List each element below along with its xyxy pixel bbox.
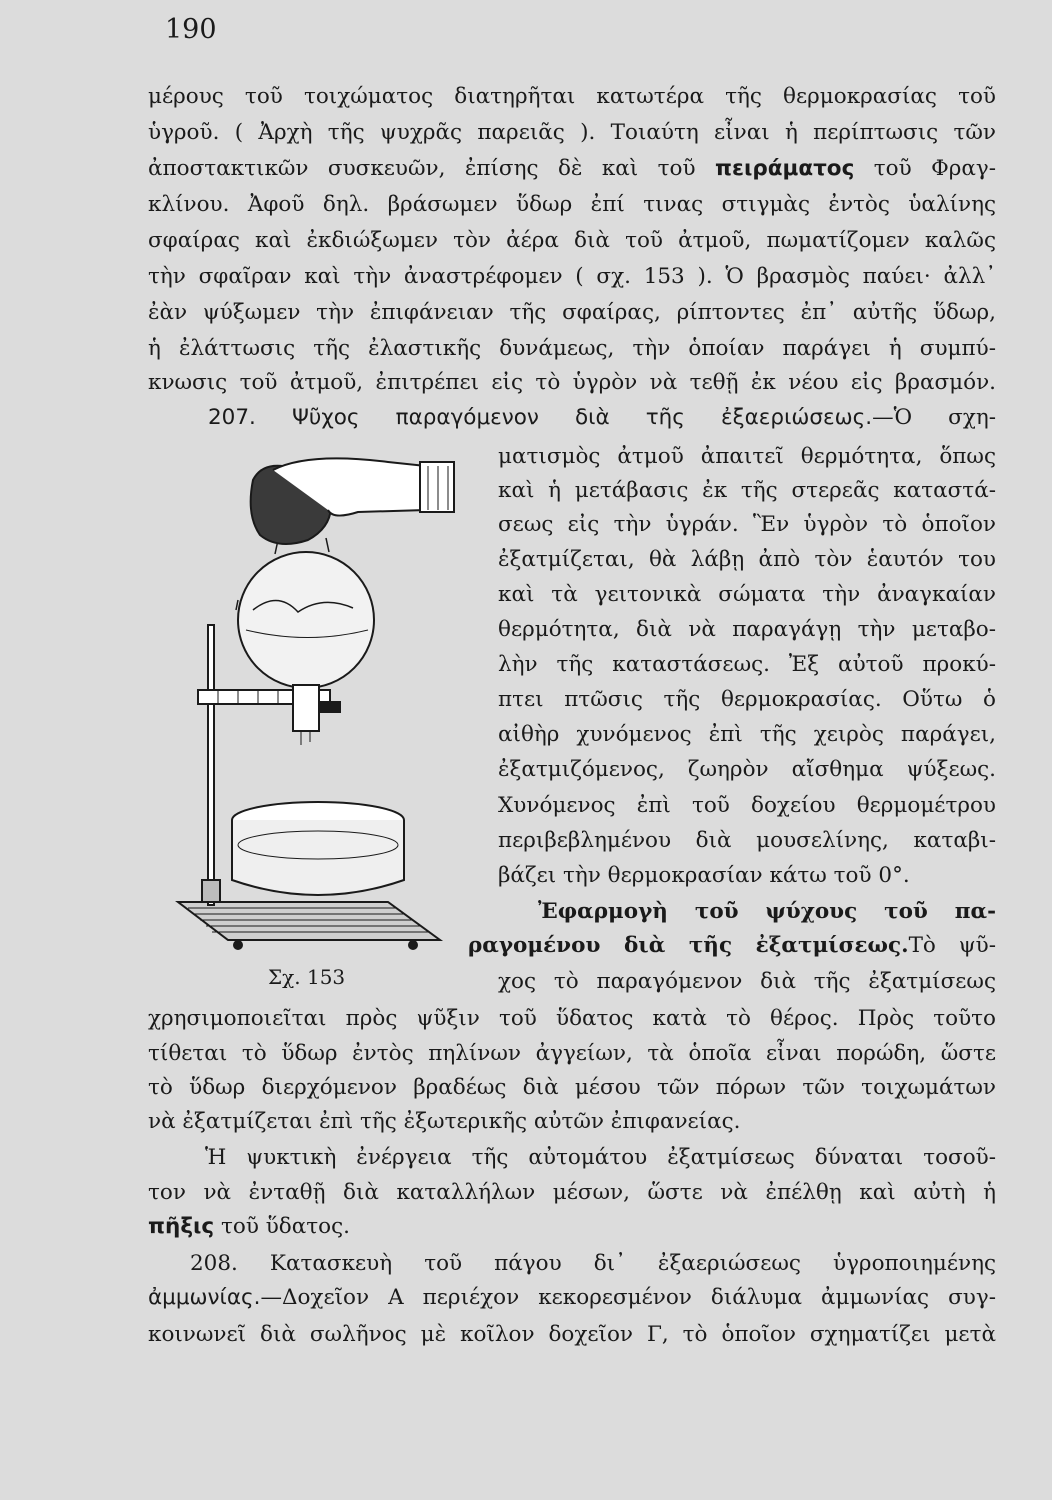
text-line: ἡ ἐλάττωσις τῆς ἐλαστικῆς δυνάμεως, τὴν ὁποίαν παράγει ἡ συμπύ- [148, 336, 996, 361]
section-heading-207: 207. Ψῦχος παραγόμενον διὰ τῆς ἐξαεριώσεως.—Ὁ σχη- [208, 405, 996, 430]
section-heading-208: 208. Κατασκευὴ τοῦ πάγου δι᾽ ἐξαεριώσεως ὑγροποιημένης [190, 1251, 996, 1276]
text-line: πτει πτῶσις τῆς θερμοκρασίας. Οὕτω ὁ [498, 687, 996, 712]
text-line: ἀποστακτικῶν συσκευῶν, ἐπίσης δὲ καὶ τοῦ πειράματος τοῦ Φραγ- [148, 156, 996, 181]
text-line: λὴν τῆς καταστάσεως. Ἐξ αὐτοῦ προκύ- [498, 652, 996, 677]
text-line: κλίνου. Ἀφοῦ δηλ. βράσωμεν ὕδωρ ἐπί τινας στιγμὰς ἐντὸς ὑαλίνης [148, 192, 996, 217]
text-line: βάζει τὴν θερμοκρασίαν κάτω τοῦ 0°. [498, 863, 910, 888]
text-line: πῆξις τοῦ ὕδατος. [148, 1214, 350, 1239]
text-line: κνωσις τοῦ ἀτμοῦ, ἐπιτρέπει εἰς τὸ ὑγρὸν νὰ τεθῇ ἐκ νέου εἰς βρασμόν. [148, 370, 996, 395]
subheading-application: Ἐφαρμογὴ τοῦ ψύχους τοῦ πα- [538, 899, 996, 924]
stand-foot [409, 941, 417, 949]
text-line: μέρους τοῦ τοιχώματος διατηρῆται κατωτέρα τῆς θερμοκρασίας τοῦ [148, 84, 996, 109]
term-experiment: πειράματος [714, 156, 855, 181]
figure-153-illustration [158, 440, 488, 965]
text-line: ἐὰν ψύξωμεν τὴν ἐπιφάνειαν τῆς σφαίρας, ρίπτοντες ἐπ᾽ αὐτῆς ὕδωρ, [148, 300, 996, 325]
text-line: Χυνόμενος ἐπὶ τοῦ δοχείου θερμομέτρου [498, 793, 996, 818]
page-number: 190 [165, 14, 217, 45]
text-line: ἐξατμίζεται, θὰ λάβῃ ἀπὸ τὸν ἑαυτόν του [498, 547, 996, 572]
flask-neck [293, 685, 319, 731]
text-line: ἀμμωνίας.—Δοχεῖον Α περιέχον κεκορεσμένον διάλυμα ἀμμωνίας συγ- [148, 1285, 996, 1310]
text-line: σεως εἰς τὴν ὑγράν. Ἓν ὑγρὸν τὸ ὁποῖον [498, 512, 996, 537]
text-line: καὶ ἡ μετάβασις ἐκ τῆς στερεᾶς καταστά- [498, 478, 996, 503]
text-line: καὶ τὰ γειτονικὰ σώματα τὴν ἀναγκαίαν [498, 582, 996, 607]
text-line: χος τὸ παραγόμενον διὰ τῆς ἐξατμίσεως [498, 969, 996, 994]
text-line: περιβεβλημένου διὰ μουσελίνης, καταβι- [498, 828, 996, 853]
text-line: αἰθὴρ χυνόμενος ἐπὶ τῆς χειρὸς παράγει, [498, 722, 996, 747]
text-line: ἐξατμιζόμενος, ζωηρὸν αἴσθημα ψύξεως. [498, 757, 996, 782]
figure-caption: Σχ. 153 [268, 965, 346, 989]
text-line: τον νὰ ἐνταθῇ διὰ καταλλήλων μέσων, ὥστε νὰ ἐπέλθῃ καὶ αὐτὴ ἡ [148, 1180, 996, 1205]
text-line: τίθεται τὸ ὕδωρ ἐντὸς πηλίνων ἀγγείων, τὰ ὁποῖα εἶναι πορώδη, ὥστε [148, 1041, 996, 1066]
text-line: θερμότητα, διὰ νὰ παραγάγῃ τὴν μεταβο- [498, 617, 996, 642]
text-line: ματισμὸς ἀτμοῦ ἀπαιτεῖ θερμότητα, ὅπως [498, 444, 996, 469]
text-line: Ἡ ψυκτικὴ ἐνέργεια τῆς αὐτομάτου ἐξατμίσεως δύναται τοσοῦ- [205, 1145, 996, 1170]
flask-bulb [238, 552, 374, 688]
stand-rod [208, 625, 214, 905]
text-line: ραγομένου διὰ τῆς ἐξατμίσεως.Τὸ ψῦ- [468, 933, 996, 958]
text-line: τὸ ὕδωρ διερχόμενον βραδέως διὰ μέσου τῶν πόρων τῶν τοιχωμάτων [148, 1075, 996, 1100]
text-line: χρησιμοποιεῖται πρὸς ψῦξιν τοῦ ὕδατος κατὰ τὸ θέρος. Πρὸς τοῦτο [148, 1006, 996, 1031]
text-line: ὑγροῦ. ( Ἀρχὴ τῆς ψυχρᾶς παρειᾶς ). Τοιαύτη εἶναι ἡ περίπτωσις τῶν [148, 120, 996, 145]
stand-foot [234, 941, 242, 949]
text-line: σφαίρας καὶ ἐκδιώξωμεν τὸν ἀέρα διὰ τοῦ ἀτμοῦ, πωματίζομεν καλῶς [148, 228, 996, 253]
cuff [420, 462, 454, 512]
clamp-screw [318, 702, 340, 712]
text-line: τὴν σφαῖραν καὶ τὴν ἀναστρέφομεν ( σχ. 153 ). Ὁ βρασμὸς παύει· ἀλλ᾽ [148, 264, 996, 289]
text-line: κοινωνεῖ διὰ σωλῆνος μὲ κοῖλον δοχεῖον Γ, τὸ ὁποῖον σχηματίζει μετὰ [148, 1322, 996, 1347]
text-line: νὰ ἐξατμίζεται ἐπὶ τῆς ἐξωτερικῆς αὐτῶν ἐπιφανείας. [148, 1109, 741, 1134]
term-freezing: πῆξις [148, 1214, 215, 1239]
